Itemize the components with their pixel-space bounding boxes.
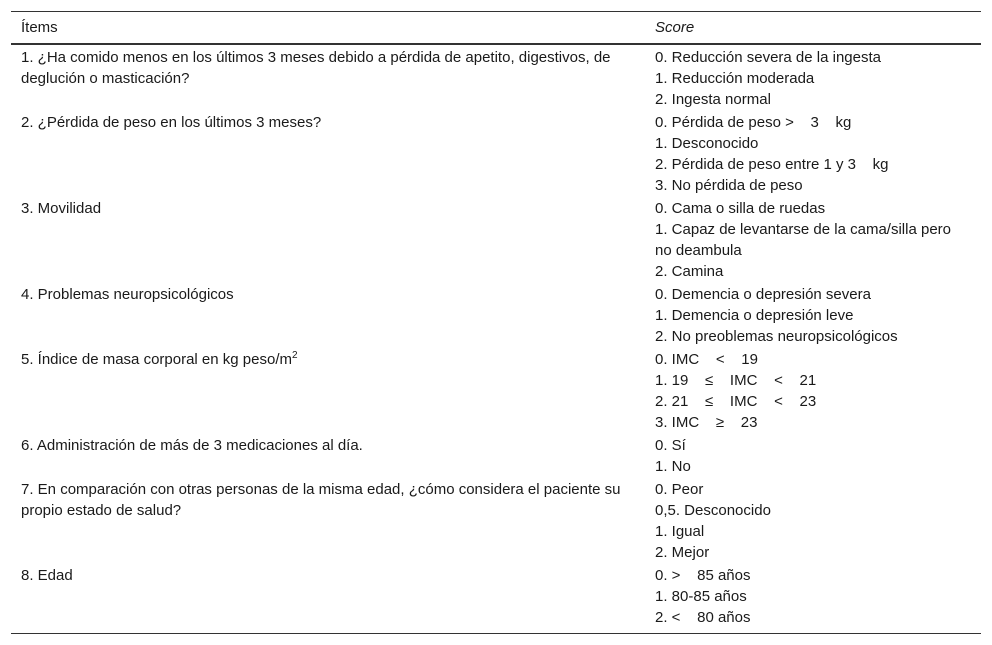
score-option: 0. Peor: [655, 481, 704, 498]
score-option: 0. Reducción severa de la ingesta: [655, 49, 881, 66]
table-row: [11, 282, 981, 347]
table-row: [11, 196, 981, 282]
table-row: [11, 110, 981, 196]
mna-score-table: [11, 11, 981, 634]
item-cell: 4. Problemas neuropsicológicos: [21, 286, 234, 303]
item-cell: 8. Edad: [21, 567, 73, 584]
score-option: 0. Pérdida de peso > 3 kg: [655, 114, 852, 131]
superscript-exponent: 2: [291, 350, 298, 361]
item-cell: 2. ¿Pérdida de peso en los últimos 3 meses?: [21, 114, 322, 131]
score-option: 3. IMC ≥ 23: [655, 414, 758, 431]
table-header-row: [11, 12, 981, 45]
score-option: 2. Ingesta normal: [655, 91, 771, 108]
table-row: [11, 563, 981, 634]
score-option: 2. Pérdida de peso entre 1 y 3 kg: [655, 156, 889, 173]
score-option: 1. 80-85 años: [655, 588, 747, 605]
column-header-score: Score: [651, 12, 981, 45]
score-option: 2. No preoblemas neuropsicológicos: [655, 328, 898, 345]
score-option: 1. No: [655, 458, 691, 475]
score-cell: [651, 196, 981, 282]
table-row: [11, 433, 981, 477]
score-option: 2. Mejor: [655, 544, 710, 561]
item-cell: [11, 347, 651, 433]
score-option: 0. > 85 años: [655, 567, 751, 584]
score-option: 2. Camina: [655, 263, 724, 280]
score-cell: [651, 282, 981, 347]
bottom-border: [11, 634, 981, 635]
score-option: 1. Desconocido: [655, 135, 759, 152]
score-option: 2. < 80 años: [655, 609, 751, 626]
score-cell: [651, 563, 981, 634]
score-option: 0. Cama o silla de ruedas: [655, 200, 826, 217]
score-option: 0. Sí: [655, 437, 686, 454]
item-text: 5. Índice de masa corporal en kg peso/m: [21, 351, 292, 368]
mna-table-container: [11, 11, 981, 634]
score-option: 1. Reducción moderada: [655, 70, 815, 87]
table-row: [11, 347, 981, 433]
table-row: [11, 477, 981, 563]
table-row: [11, 44, 981, 110]
score-option: 1. 19 ≤ IMC < 21: [655, 372, 817, 389]
item-cell: 6. Administración de más de 3 medicaciones al día.: [21, 437, 363, 454]
column-header-items: Ítems: [11, 12, 651, 45]
score-cell: [651, 44, 981, 110]
score-option: 2. 21 ≤ IMC < 23: [655, 393, 817, 410]
score-cell: [651, 110, 981, 196]
score-cell: [651, 477, 981, 563]
score-cell: [651, 433, 981, 477]
score-option: 1. Igual: [655, 523, 705, 540]
score-option: 0. Demencia o depresión severa: [655, 286, 871, 303]
score-option: 1. Demencia o depresión leve: [655, 307, 854, 324]
item-cell: 1. ¿Ha comido menos en los últimos 3 meses debido a pérdida de apetito, digestivos, de deglución o masticación?: [21, 49, 611, 87]
score-option: 3. No pérdida de peso: [655, 177, 803, 194]
table-bottom-rule: [11, 634, 981, 635]
score-option: 1. Capaz de levantarse de la cama/silla pero no deambula: [655, 221, 952, 259]
item-cell: 7. En comparación con otras personas de la misma edad, ¿cómo considera el paciente su propio estado de salud?: [21, 481, 621, 519]
item-cell: 3. Movilidad: [21, 200, 102, 217]
score-cell: [651, 347, 981, 433]
score-option: 0,5. Desconocido: [655, 502, 771, 519]
score-option: 0. IMC < 19: [655, 351, 758, 368]
